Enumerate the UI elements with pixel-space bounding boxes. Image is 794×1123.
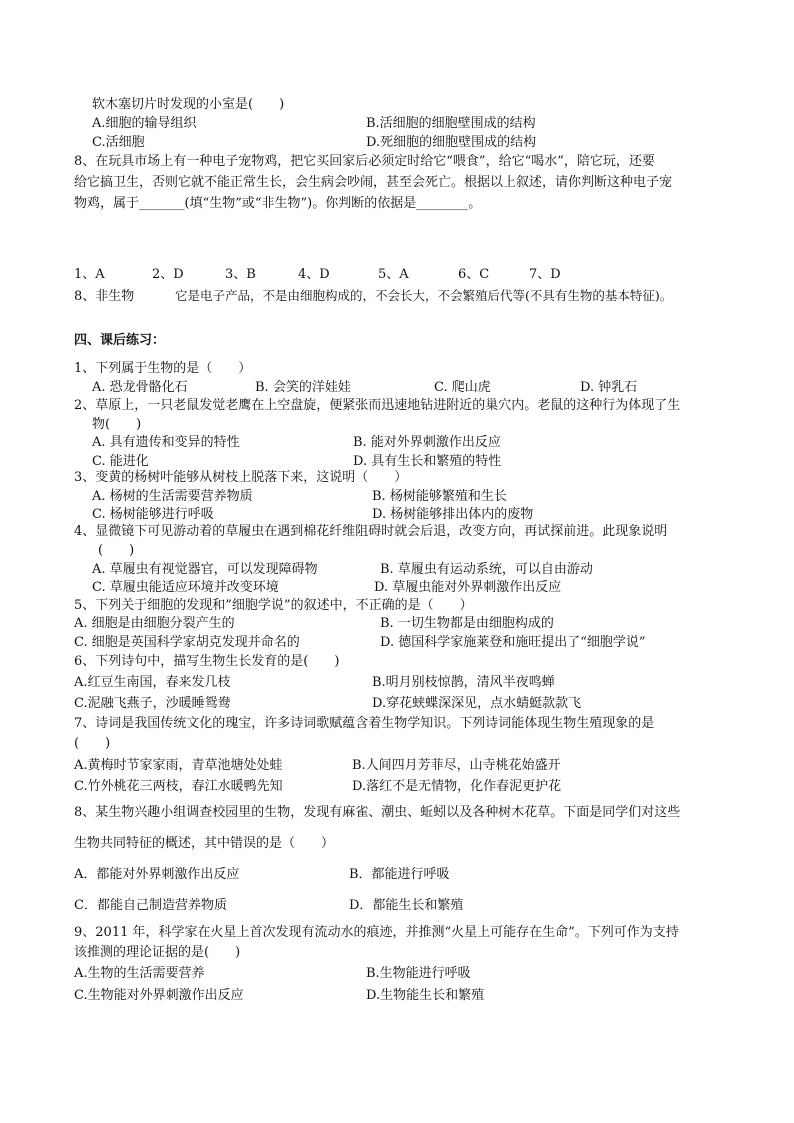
question-8-option-b: B．都能进行呼吸 [349, 867, 450, 882]
question-2-stem-2: 物( ) [92, 417, 142, 432]
question-8-option-c: C．都能自己制造营养物质 [74, 898, 227, 913]
question-1-stem: 1、下列属于生物的是（ ） [74, 361, 252, 376]
question-4-option-b: B. 草履虫有运动系统，可以自由游动 [380, 562, 593, 577]
answer-8-text: 它是电子产品，不是由细胞构成的，不会长大，不会繁殖后代等(不具有生物的基本特征)。 [175, 288, 673, 303]
question-3-stem: 3、变黄的杨树叶能够从树枝上脱落下来，这说明（ ） [74, 470, 408, 485]
question-8-stem-1: 8、某生物兴趣小组调查校园里的生物，发现有麻雀、潮虫、蚯蚓以及各种树木花草。下面是同学们对这些 [74, 805, 681, 820]
question-6-stem: 6、下列诗句中，描写生物生长发育的是( ) [74, 654, 340, 669]
question-3-option-c: C. 杨树能够进行呼吸 [92, 507, 214, 522]
question-6-option-d: D.穿花蛱蝶深深见，点水蜻蜓款款飞 [372, 696, 582, 711]
option-b: B.活细胞的细胞壁围成的结构 [366, 116, 536, 131]
question-9-option-a: A.生物的生活需要营养 [74, 966, 205, 981]
question-5-option-a: A. 细胞是由细胞分裂产生的 [74, 616, 235, 631]
question-1-option-d: D. 钟乳石 [580, 380, 638, 395]
question-9-option-c: C.生物能对外界刺激作出反应 [74, 988, 244, 1003]
question-4-stem-1: 4、显微镜下可见游动着的草履虫在遇到棉花纤维阻碍时就会后退，改变方向，再试探前进。此现象说明 [74, 524, 668, 539]
answer-5: 5、A [378, 267, 409, 282]
question-1-option-a: A. 恐龙骨骼化石 [92, 380, 188, 395]
question-4-option-d: D. 草履虫能对外界刺激作出反应 [374, 580, 562, 595]
question-4-option-c: C. 草履虫能适应环境并改变环境 [92, 580, 279, 595]
question-8-line-1: 8、在玩具市场上有一种电子宠物鸡，把它买回家后必须定时给它“喂食”，给它“喝水”，陪它玩，还要 [74, 154, 655, 169]
question-6-option-c: C.泥融飞燕子，沙暖睡鸳鸯 [74, 696, 231, 711]
question-7-option-a: A.黄梅时节家家雨，青草池塘处处蛙 [74, 758, 283, 773]
question-9-stem-1: 9、2011 年，科学家在火星上首次发现有流动水的痕迹，并推测“火星上可能存在生命”。下列可作为支持 [74, 925, 679, 940]
question-9-option-b: B.生物能进行呼吸 [366, 966, 471, 981]
question-1-option-b: B. 会笑的洋娃娃 [255, 380, 351, 395]
question-2-option-c: C. 能进化 [92, 454, 149, 469]
question-stem-line: 软木塞切片时发现的小室是( ) [92, 97, 285, 112]
question-9-option-d: D.生物能生长和繁殖 [366, 988, 485, 1003]
question-6-option-a: A.红豆生南国，春来发几枝 [74, 675, 231, 690]
question-5-stem: 5、下列关于细胞的发现和”细胞学说”的叙述中，不正确的是（ ） [74, 598, 473, 613]
question-7-option-c: C.竹外桃花三两枝，春江水暖鸭先知 [74, 779, 283, 794]
answer-6: 6、C [458, 267, 490, 282]
question-2-stem-1: 2、草原上，一只老鼠发觉老鹰在上空盘旋，便紧张而迅速地钻进附近的巢穴内。老鼠的这种行为体现了生 [74, 398, 681, 413]
answer-8-label: 8、非生物 [74, 289, 135, 304]
option-a: A.细胞的输导组织 [92, 116, 197, 131]
question-4-option-a: A. 草履虫有视觉器官，可以发现障碍物 [92, 562, 318, 577]
question-3-option-b: B. 杨树能够繁殖和生长 [372, 489, 507, 504]
question-8-option-a: A．都能对外界刺激作出反应 [74, 867, 240, 882]
question-2-option-a: A. 具有遗传和变异的特性 [92, 435, 240, 450]
question-9-stem-2: 该推测的理论证据的是( ) [74, 945, 241, 960]
question-3-option-a: A. 杨树的生活需要营养物质 [92, 489, 253, 504]
question-8-stem-2: 生物共同特征的概述，其中错误的是（ ） [74, 836, 335, 851]
question-3-option-d: D. 杨树能够排出体内的废物 [372, 507, 534, 522]
section-title: 四、课后练习： [74, 333, 166, 348]
answer-4: 4、D [298, 267, 330, 282]
question-6-option-b: B.明月别枝惊鹊，清风半夜鸣蝉 [372, 675, 555, 690]
question-7-stem-2: ( ) [74, 736, 111, 751]
question-2-option-d: D. 具有生长和繁殖的特性 [353, 454, 502, 469]
answer-2: 2、D [152, 267, 184, 282]
question-7-option-d: D.落红不是无情物，化作春泥更护花 [352, 779, 562, 794]
question-5-option-d: D. 德国科学家施莱登和施旺提出了“细胞学说” [380, 635, 646, 650]
question-7-stem-1: 7、诗词是我国传统文化的瑰宝，许多诗词歌赋蕴含着生物学知识。下列诗词能体现生物生殖现象的是 [74, 716, 655, 731]
question-8-option-d: D．都能生长和繁殖 [349, 898, 464, 913]
question-8-line-2: 给它搞卫生，否则它就不能正常生长，会生病会吵闹，甚至会死亡。根据以上叙述，请你判断这种电子宠 [74, 175, 673, 190]
answer-7: 7、D [529, 267, 561, 282]
question-4-stem-2: ( ) [98, 543, 135, 558]
question-5-option-c: C. 细胞是英国科学家胡克发现并命名的 [74, 635, 300, 650]
option-d: D.死细胞的细胞壁围成的结构 [366, 135, 537, 150]
question-7-option-b: B.人间四月芳菲尽，山寺桃花始盛开 [352, 758, 561, 773]
answer-1: 1、A [74, 267, 105, 282]
question-1-option-c: C. 爬山虎 [434, 380, 491, 395]
question-8-line-3: 物鸡，属于_______(填“生物”或“非生物”)。你判断的依据是________。 [74, 196, 482, 211]
option-c: C.活细胞 [92, 135, 145, 150]
answer-3: 3、B [225, 267, 256, 282]
question-2-option-b: B. 能对外界刺激作出反应 [353, 435, 501, 450]
question-5-option-b: B. 一切生物都是由细胞构成的 [380, 616, 554, 631]
